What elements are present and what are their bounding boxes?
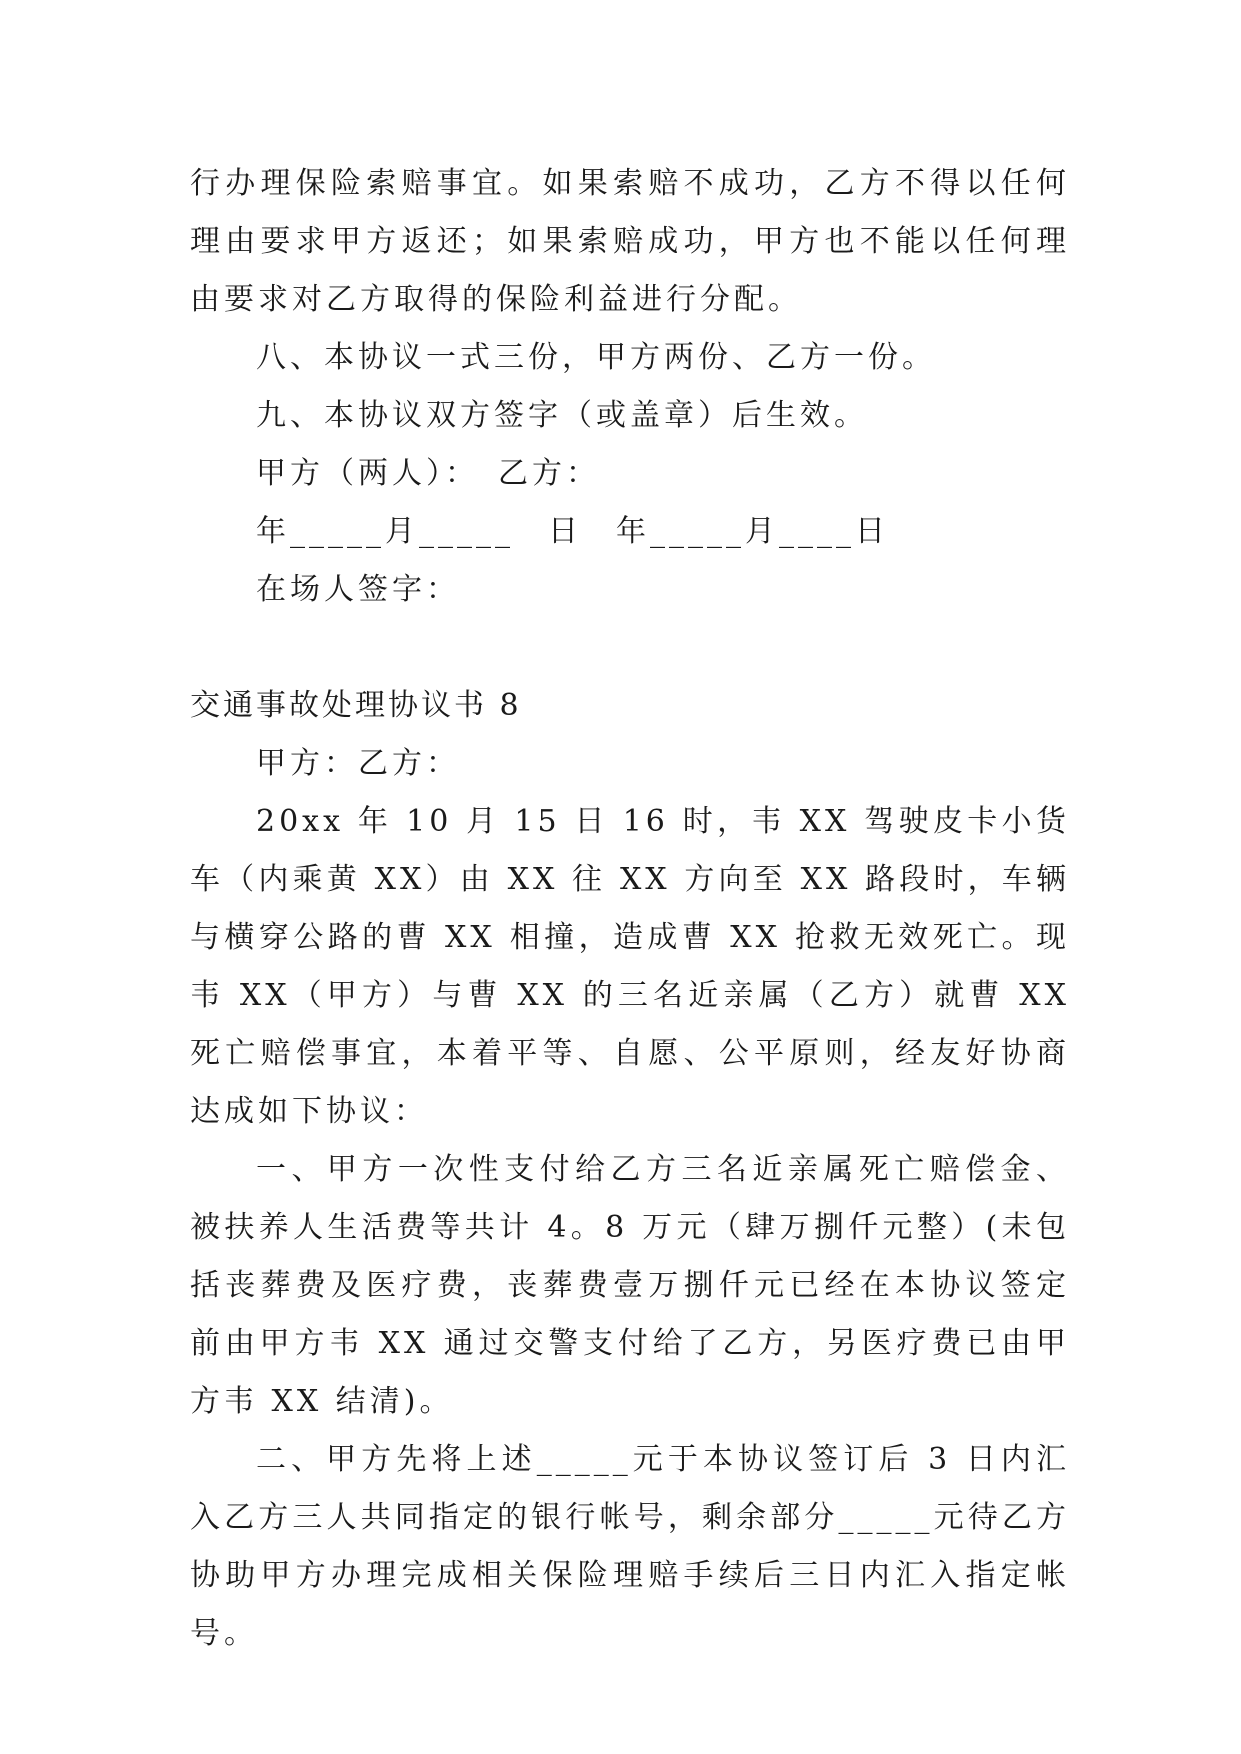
paragraph-witness-signature: 在场人签字：: [256, 572, 460, 607]
section-title: 交通事故处理协议书 8: [190, 688, 522, 723]
paragraph-accident-description: 20xx 年 10 月 15 日 16 时，韦 XX 驾驶皮卡小货车（内乘黄 XX）由 XX 往 XX 方向至 XX 路段时，车辆与横穿公路的曹 XX 相撞，造成曹 XX 抢救无效死亡。现韦 XX（甲方）与曹 XX 的三名近亲属（乙方）就曹 XX 死亡赔偿事宜，本着平等、自愿、公平原则，经友好协商达成如下协议：: [190, 804, 1070, 1129]
paragraph-clause-one: 一、甲方一次性支付给乙方三名近亲属死亡赔偿金、被扶养人生活费等共计 4。8 万元（肆万捌仟元整）(未包括丧葬费及医疗费，丧葬费壹万捌仟元已经在本协议签定前由甲方韦 XX 通过交警支付给了乙方，另医疗费已由甲方韦 XX 结清)。: [190, 1152, 1070, 1419]
paragraph-parties: 甲方：乙方：: [256, 746, 460, 781]
paragraph-clause-nine: 九、本协议双方签字（或盖章）后生效。: [256, 398, 868, 433]
paragraph-insurance-claim: 行办理保险索赔事宜。如果索赔不成功，乙方不得以任何理由要求甲方返还；如果索赔成功，甲方也不能以任何理由要求对乙方取得的保险利益进行分配。: [190, 166, 1070, 317]
paragraph-clause-two: 二、甲方先将上述_____元于本协议签订后 3 日内汇入乙方三人共同指定的银行帐号，剩余部分_____元待乙方协助甲方办理完成相关保险理赔手续后三日内汇入指定帐号。: [190, 1442, 1070, 1651]
paragraph-clause-eight: 八、本协议一式三份，甲方两份、乙方一份。: [256, 340, 936, 375]
paragraph-signature-dates: 年_____月_____ 日 年_____月____日: [256, 514, 889, 549]
document-body: [190, 155, 1070, 1663]
paragraph-signature-parties: 甲方（两人）： 乙方：: [256, 456, 600, 491]
